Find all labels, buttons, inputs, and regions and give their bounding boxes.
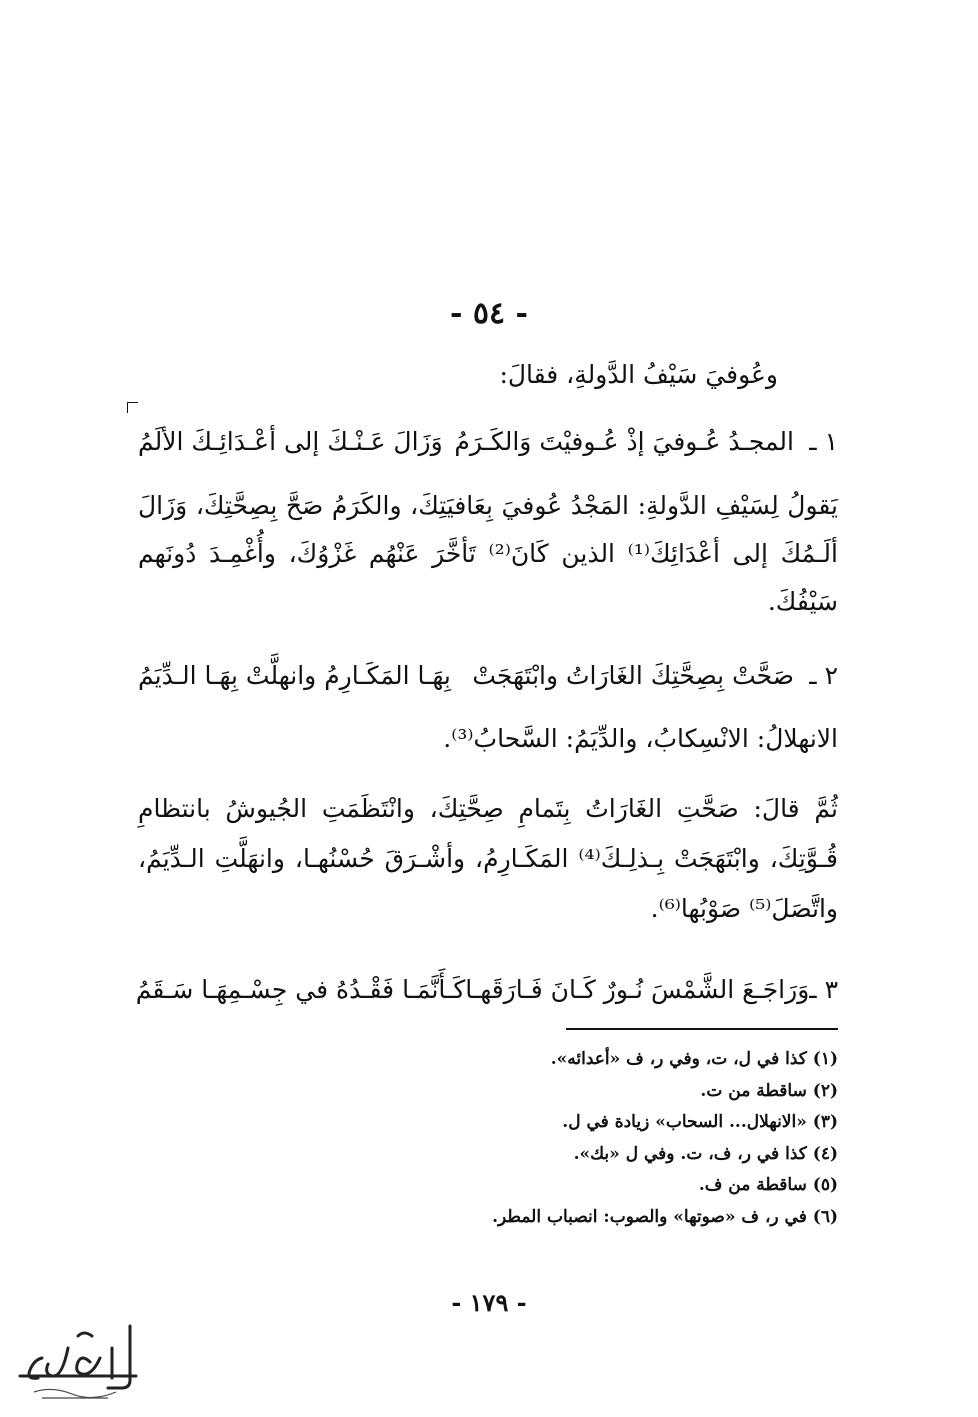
corner-mark — [127, 402, 138, 413]
footnote-separator — [566, 1028, 838, 1030]
commentary-paragraph-3: ثُمَّ قالَ: صَحَّتِ الغَارَاتُ بِتَمامِ صِحَّتِكَ، وانْتَظَمَتِ الجُيوشُ بانتظامِ قُـوَّتِكَ، وابْتَهَجَتْ بِـذلِـكَ⁽⁴⁾ المَكَـارِمُ، وأشْـرَقَ حُسْنُهـا، وانهَلَّتِ الـدِّيَمُ، واتَّصَلَ⁽⁵⁾ صَوْبُها⁽⁶⁾. — [138, 794, 839, 923]
verse-2 — [138, 650, 838, 700]
verse-first-hemistich: المجـدُ عُـوفيَ إذْ عُـوفيْتَ وَالكَـرَمُ — [454, 426, 794, 456]
footnote: (٣) «الانهلال... السحاب» زيادة في ل. — [562, 1112, 838, 1132]
verse-second-hemistich: بِهَـا المَكَـارِمُ وانهلَّتْ بِهَـا الـدِّيَمُ — [138, 660, 451, 690]
verse-3 — [135, 964, 838, 1014]
verse-second-hemistich: وَزَالَ عَـنْـكَ إلى أعْـدَائِـكَ الألَمُ — [138, 426, 443, 456]
footnote: (٦) في ر، ف «صوتها» والصوب: انصباب المطر. — [492, 1206, 838, 1227]
verse-1 — [138, 416, 838, 466]
intro-line: وعُوفيَ سَيْفُ الدَّولةِ، فقالَ: — [499, 360, 778, 389]
verse-number: ٢ ـ — [809, 660, 838, 690]
verse-number: ٣ ـ — [809, 974, 838, 1004]
verse-first-hemistich: صَحَّتْ بِصِحَّتِكَ الغَارَاتُ وابْتَهَجَتْ — [472, 660, 794, 690]
footnote: (٤) كذا في ر، ف، ت. وفي ل «بك». — [573, 1143, 838, 1164]
footnotes-list — [138, 1044, 838, 1233]
footnote: (١) كذا في ل، ت، وفي ر، ف «أعدائه». — [550, 1049, 838, 1069]
footnote: (٢) ساقطة من ت. — [700, 1080, 838, 1101]
calligraphy-stamp — [12, 1318, 142, 1408]
page-number: - ١٧٩ - — [451, 1288, 527, 1317]
commentary-paragraph-2: الانهلالُ: الانْسِكابُ، والدِّيَمُ: السَّحابُ⁽³⁾. — [443, 724, 838, 753]
verse-number: ١ ـ — [809, 426, 838, 456]
verse-second-hemistich: كَـأَنَّمَـا فَقْـدُهُ في جِسْـمِهَـا سَـقَمُ — [135, 974, 466, 1004]
footnote: (٥) ساقطة من ف. — [698, 1175, 838, 1195]
verse-first-hemistich: وَرَاجَـعَ الشَّمْسَ نُـورٌ كَـانَ فَـارَقَهـا — [465, 974, 810, 1004]
section-number: - ٥٤ - — [449, 296, 529, 331]
commentary-paragraph-1: يَقولُ لِسَيْفِ الدَّولةِ: المَجْدُ عُوفيَ بِعَافيَتِكَ، والكَرَمُ صَحَّ بِصِحَّتِكَ، وَزَالَ ألَـمُكَ إلى أعْدَائِكَ⁽¹⁾ الذين كَانَ⁽²⁾ تَأخَّرَ عَنْهُم غَزْوُكَ، وأُغْمِـدَ دُونَهم سَيْفُكَ. — [138, 491, 838, 616]
